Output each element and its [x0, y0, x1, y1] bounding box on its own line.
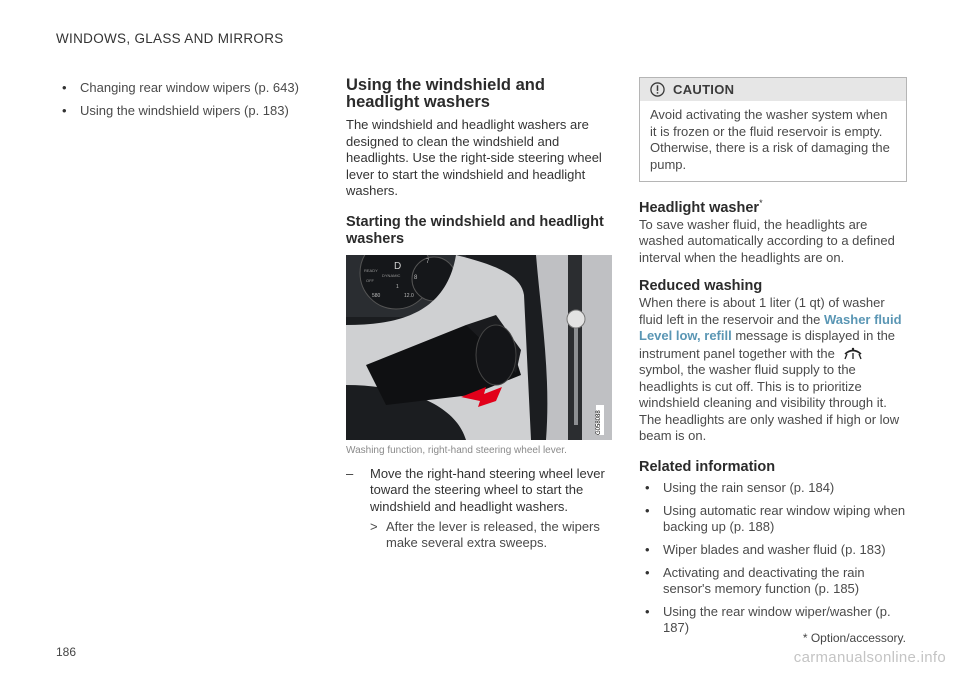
- step-dash-icon: –: [346, 465, 354, 481]
- ready-label: READY: [364, 267, 378, 273]
- gauge-tick-1: 1: [396, 283, 399, 290]
- headlight-washer-title: Headlight washer*: [639, 198, 763, 216]
- right-column: [639, 77, 907, 643]
- figure-caption: Washing function, right-hand steering wheel lever.: [346, 444, 567, 456]
- page-number: 186: [56, 645, 77, 659]
- reduced-washing-title: Reduced washing: [639, 278, 763, 295]
- list-item[interactable]: • Activating and deactivating the rain sensor's memory function (p. 185): [645, 565, 907, 597]
- list-item[interactable]: • Wiper blades and washer fluid (p. 183): [645, 542, 907, 558]
- headlight-washer-text: To save washer fluid, the headlights are washed automatically according to a defined interval when the headlights are on.: [639, 216, 895, 265]
- list-item[interactable]: • Using automatic rear window wiping when backing up (p. 188): [645, 503, 907, 535]
- drive-mode-label: DYNAMIC: [382, 272, 401, 278]
- result-arrow-icon: >: [370, 519, 378, 534]
- related-information-title: Related information: [639, 458, 776, 475]
- gear-indicator: D: [394, 260, 402, 272]
- washer-fluid-message: Washer fluid Level low, refill: [639, 311, 902, 344]
- gauge-tick-8: 8: [414, 274, 418, 281]
- list-item[interactable]: • Using the rear window wiper/washer (p. 187): [645, 604, 907, 636]
- instruction-step: [346, 466, 616, 516]
- caution-title: CAUTION: [673, 82, 735, 97]
- watermark: carmanualsonline.info: [793, 649, 946, 666]
- list-item[interactable]: • Changing rear window wipers (p. 643): [62, 80, 312, 96]
- step-result: [346, 519, 616, 551]
- page-title: Using the windshield and headlight washers: [346, 76, 545, 111]
- related-links-list: [62, 80, 312, 126]
- off-label: OFF: [366, 277, 374, 283]
- washer-fluid-icon: [842, 345, 864, 361]
- intro-paragraph: The windshield and headlight washers are designed to clean the windshield and headlights. Use the right-side steering wheel lever to start the windshield and headlight washers.: [346, 117, 602, 198]
- option-footnote: * Option/accessory.: [802, 631, 906, 645]
- section-subtitle: Starting the windshield and headlight washers: [346, 213, 604, 247]
- section-header: WINDOWS, GLASS AND MIRRORS: [56, 31, 284, 46]
- range-readout: 580: [372, 292, 381, 299]
- steering-lever-illustration: [346, 255, 612, 440]
- caution-header: [640, 78, 906, 101]
- step-text: Move the right-hand steering wheel lever toward the steering wheel to start the windshield and headlight washers.: [370, 465, 605, 514]
- consumption-readout: 12.0: [404, 292, 414, 299]
- steering-lever-drawing: [346, 255, 612, 440]
- gauge-tick-7: 7: [426, 258, 430, 265]
- figure-code-badge: G058088: [596, 405, 604, 435]
- main-column: [346, 77, 616, 551]
- reduced-washing-text: When there is about 1 liter (1 qt) of washer fluid left in the reservoir and the Washer fluid Level low, refill message is displayed in the instrument panel together with the symbol, the washer fluid supply to the headlights is cut off. This is to prioritize windshield cleaning and visibility through it. The headlights are only washed if high or low beam is on.: [639, 295, 902, 444]
- option-marker: *: [759, 198, 763, 208]
- list-item[interactable]: • Using the windshield wipers (p. 183): [62, 103, 312, 119]
- warning-circle-icon: [650, 82, 665, 97]
- caution-box: [639, 77, 907, 182]
- related-information-list: [639, 480, 907, 636]
- result-text: After the lever is released, the wipers make several extra sweeps.: [386, 519, 600, 550]
- list-item[interactable]: • Using the rain sensor (p. 184): [645, 480, 907, 496]
- caution-text: Avoid activating the washer system when it is frozen or the fluid reservoir is empty. Otherwise, there is a risk of damaging the pump.: [650, 107, 890, 172]
